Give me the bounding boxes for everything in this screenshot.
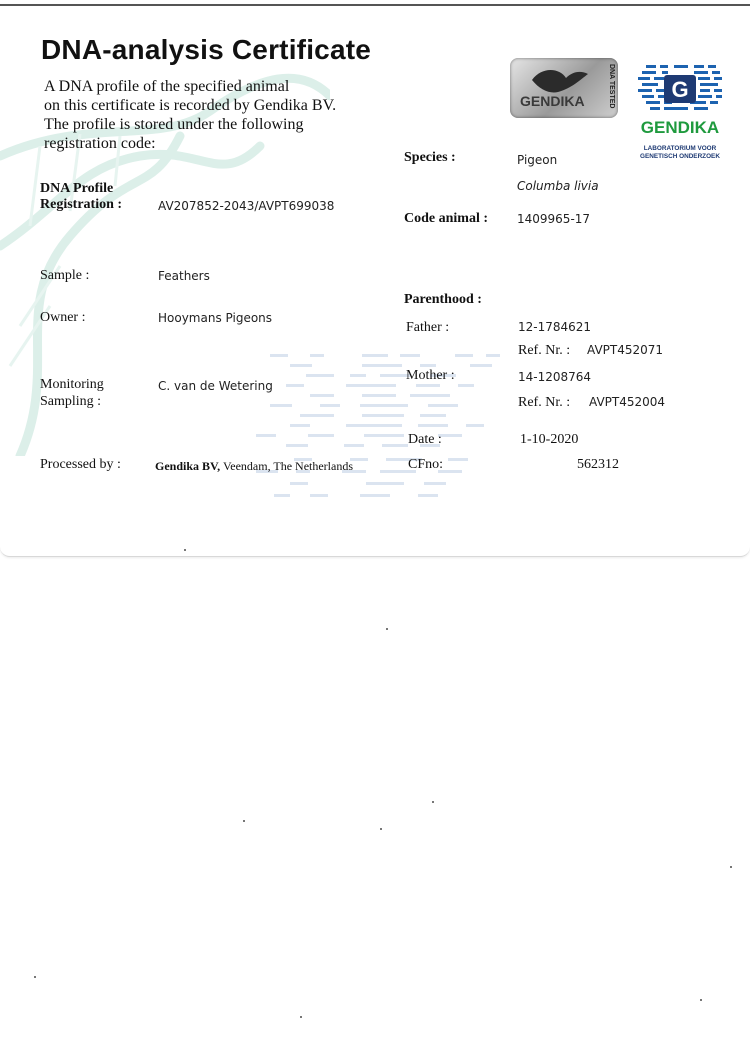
scan-speck: [700, 999, 702, 1001]
owner-value: Hooymans Pigeons: [158, 311, 273, 325]
label-mother: Mother :: [406, 368, 455, 383]
label-processed-by: Processed by :: [40, 457, 121, 472]
scan-speck: [243, 820, 245, 822]
dna-bars-watermark: [250, 346, 510, 506]
label-date: Date :: [408, 432, 442, 447]
certificate-title: DNA-analysis Certificate: [41, 34, 372, 65]
date-value: 1-10-2020: [520, 432, 579, 447]
scan-speck: [386, 628, 388, 630]
processed-by-place: Veendam, The Netherlands: [222, 459, 354, 473]
species-common: Pigeon: [517, 153, 558, 167]
label-owner: Owner :: [40, 310, 86, 325]
seal-graphic: [510, 58, 618, 118]
seal-tag: DNA TESTED: [608, 64, 615, 109]
processed-by-value: [155, 459, 353, 474]
father-ref-value: AVPT452071: [587, 343, 664, 357]
father-ref-label: Ref. Nr. :: [518, 343, 571, 358]
intro-text: A DNA profile of the specified animal on this certificate is recorded by Gendika BV. The profile is stored under the following registration code:: [44, 78, 337, 152]
scan-speck: [380, 828, 382, 830]
certificate-card: [0, 4, 750, 557]
mother-code: 14-1208764: [518, 370, 592, 384]
mother-ref-value: AVPT452004: [589, 395, 666, 409]
scan-speck: [730, 866, 732, 868]
pigeon-silhouette-icon: [532, 70, 588, 93]
label-father: Father :: [406, 320, 450, 335]
label-sampling: Sampling :: [40, 394, 102, 409]
species-latin: Columba livia: [517, 179, 599, 193]
logo-tagline-2: GENETISCH ONDERZOEK: [640, 153, 720, 160]
logo-name: GENDIKA: [640, 118, 720, 137]
label-sample: Sample :: [40, 268, 90, 283]
label-parenthood: Parenthood :: [404, 292, 482, 307]
scan-speck: [184, 549, 186, 551]
dna-tested-seal: [510, 58, 618, 118]
processed-by-name: Gendika BV,: [155, 459, 221, 473]
gendika-logo: [634, 61, 726, 169]
logo-tagline-1: LABORATORIUM VOOR: [643, 145, 717, 152]
cfno-value: 562312: [577, 457, 619, 472]
gendika-logo-graphic: [634, 61, 726, 169]
scan-speck: [432, 801, 434, 803]
logo-letter: G: [671, 77, 689, 102]
label-cfno: CFno:: [408, 457, 444, 472]
sample-value: Feathers: [158, 269, 210, 283]
scan-speck: [300, 1016, 302, 1018]
label-code-animal: Code animal :: [404, 211, 488, 226]
mother-ref-label: Ref. Nr. :: [518, 395, 571, 410]
monitoring-sampling-value: C. van de Wetering: [158, 379, 273, 393]
label-registration: Registration :: [40, 197, 123, 212]
scan-speck: [34, 976, 36, 978]
father-code: 12-1784621: [518, 320, 592, 334]
code-animal-value: 1409965-17: [517, 212, 591, 226]
seal-brand: GENDIKA: [520, 93, 585, 109]
registration-code: AV207852-2043/AVPT699038: [158, 199, 335, 213]
label-monitoring: Monitoring: [40, 377, 104, 392]
label-dna-profile: DNA Profile: [40, 181, 114, 196]
label-species: Species :: [404, 150, 456, 165]
